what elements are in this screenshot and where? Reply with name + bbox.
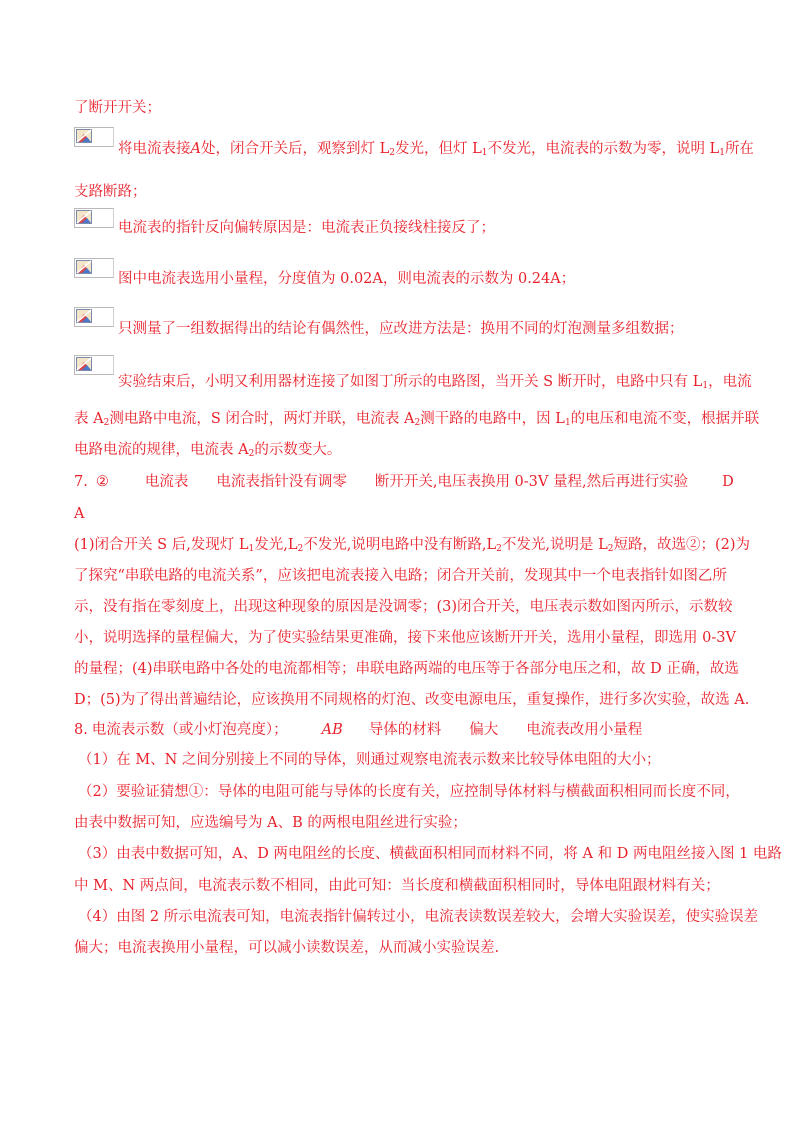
broken-image-icon [74,307,114,327]
text-line: 了探究“串联电路的电流关系”，应该把电流表接入电路；闭合开关前，发现其中一个电表指针如图乙所 [74,568,727,584]
text-line: 电流表的指针反向偏转原因是：电流表正负接线柱接反了； [118,220,495,236]
text-line: 偏大；电流表换用小量程，可以减小读数误差，从而减小实验误差. [74,940,500,956]
text-line: (1)闭合开关 S 后,发现灯 $L_1$发光$,L_2$不发光,说明电路中没有断路$,L_2$不发光,说明是 $L_2$短路，故选②；(2)为 [74,537,750,554]
text-line: 中 M、N 两点间，电流表示数不相同，由此可知：当长度和横截面积相同时，导体电阻跟材料有关； [74,878,720,894]
text-line: 表 $A_2$测电路中电流，S 闭合时，两灯并联，电流表 $A_2$测干路的电路中，因 $L_1$的电压和电流不变，根据并联 [74,411,760,428]
text-line: D；(5)为了得出普遍结论，应该换用不同规格的灯泡、改变电源电压，重复操作，进行多次实验，故选 A. [74,692,750,708]
text-line: 示，没有指在零刻度上，出现这种现象的原因是没调零；(3)闭合开关，电压表示数如图丙所示，示数较 [74,599,733,615]
text-line: 只测量了一组数据得出的结论有偶然性，应改进方法是：换用不同的灯泡测量多组数据； [118,321,684,337]
text-line: 了断开开关； [74,100,161,116]
text-line: 图中电流表选用小量程，分度值为 0.02A，则电流表的示数为 0.24A； [118,271,576,287]
text-line: 的量程；(4)串联电路中各处的电流都相等；串联电路两端的电压等于各部分电压之和，故 D 正确，故选 [74,661,739,677]
text-line: 将电流表接A处，闭合开关后，观察到灯 $L_2$发光，但灯 $L_1$不发光，电流表的示数为零，说明 $L_1$所在 [118,141,754,158]
text-line: 支路断路； [74,184,147,200]
answer-line-q7: 7. ② 电流表 电流表指针没有调零 断开开关,电压表换用 0-3V 量程,然后再进行实验 D [74,474,734,490]
text-line: 小，说明选择的量程偏大，为了使实验结果更准确，接下来他应该断开开关，选用小量程，即选用 0-3V [74,630,736,646]
text-line: A [74,506,85,522]
question-number: 7. [74,474,88,490]
text-line: （4）由图 2 所示电流表可知，电流表指针偏转过小，电流表读数误差较大，会增大实验误差，使实验误差 [78,909,759,925]
text-line: 电路电流的规律，电流表 $A_2$的示数变大。 [74,442,342,459]
broken-image-icon [74,258,114,278]
question-number: 8. [74,722,88,738]
broken-image-icon [74,127,114,147]
broken-image-icon [74,355,114,375]
text-line: （3）由表中数据可知，A、D 两电阻丝的长度、横截面积相同而材料不同，将 A 和 D 两电阻丝接入图 1 电路 [78,846,782,862]
text-line: 由表中数据可知，应选编号为 A、B 的两根电阻丝进行实验； [74,815,467,831]
text-line: （1）在 M、N 之间分别接上不同的导体，则通过观察电流表示数来比较导体电阻的大小； [78,752,661,768]
text-line: 实验结束后，小明又利用器材连接了如图丁所示的电路图，当开关 S 断开时，电路中只有 $L_1$，电流 [118,374,752,391]
text-line: （2）要验证猜想①：导体的电阻可能与导体的长度有关，应控制导体材料与横截面积相同而长度不同， [78,784,740,800]
answer-line-q8: 8. 电流表示数（或小灯泡亮度）； AB 导体的材料 偏大 电流表改用小量程 [74,722,643,738]
broken-image-icon [74,208,114,228]
